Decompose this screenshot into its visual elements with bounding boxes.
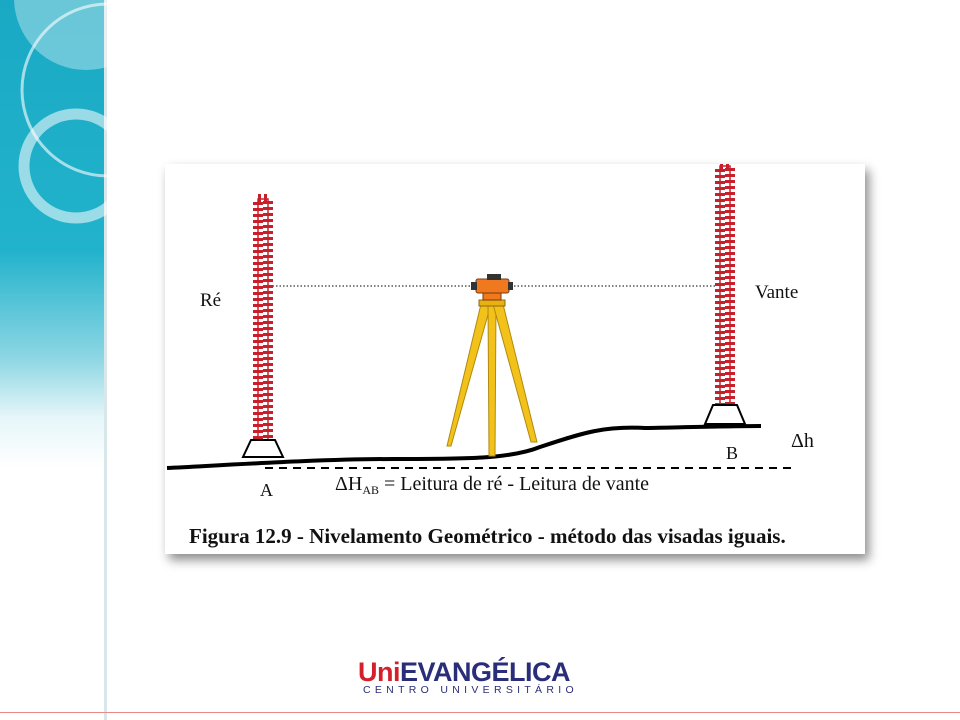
- formula-prefix: ΔH: [335, 473, 363, 495]
- rod-b-base: [705, 405, 745, 424]
- rod-a: [243, 199, 283, 457]
- logo-evangelica: EVANGÉLICA: [400, 657, 571, 687]
- decorative-side-band: [0, 0, 110, 720]
- label-point-a: A: [260, 480, 273, 500]
- formula: [335, 473, 649, 498]
- formula-subscript: AB: [362, 483, 379, 497]
- bottom-divider: [0, 712, 960, 713]
- figure-card: [165, 164, 865, 554]
- label-delta-h: Δh: [791, 430, 814, 452]
- rod-a-base: [243, 440, 283, 457]
- logo-subtitle: CENTRO UNIVERSITÁRIO: [363, 684, 578, 696]
- label-point-b: B: [726, 443, 739, 463]
- logo-wordmark: [358, 657, 570, 687]
- unievangelica-logo: [358, 657, 602, 697]
- logo-uni: Uni: [358, 657, 400, 687]
- label-re: Ré: [200, 290, 222, 311]
- figure-caption: Figura 12.9 - Nivelamento Geométrico - método das visadas iguais.: [189, 524, 786, 548]
- rod-b: [705, 166, 745, 424]
- formula-rest: = Leitura de ré - Leitura de vante: [378, 473, 650, 495]
- tripod: [447, 300, 537, 456]
- label-vante: Vante: [755, 282, 799, 303]
- level-instrument: [471, 274, 513, 300]
